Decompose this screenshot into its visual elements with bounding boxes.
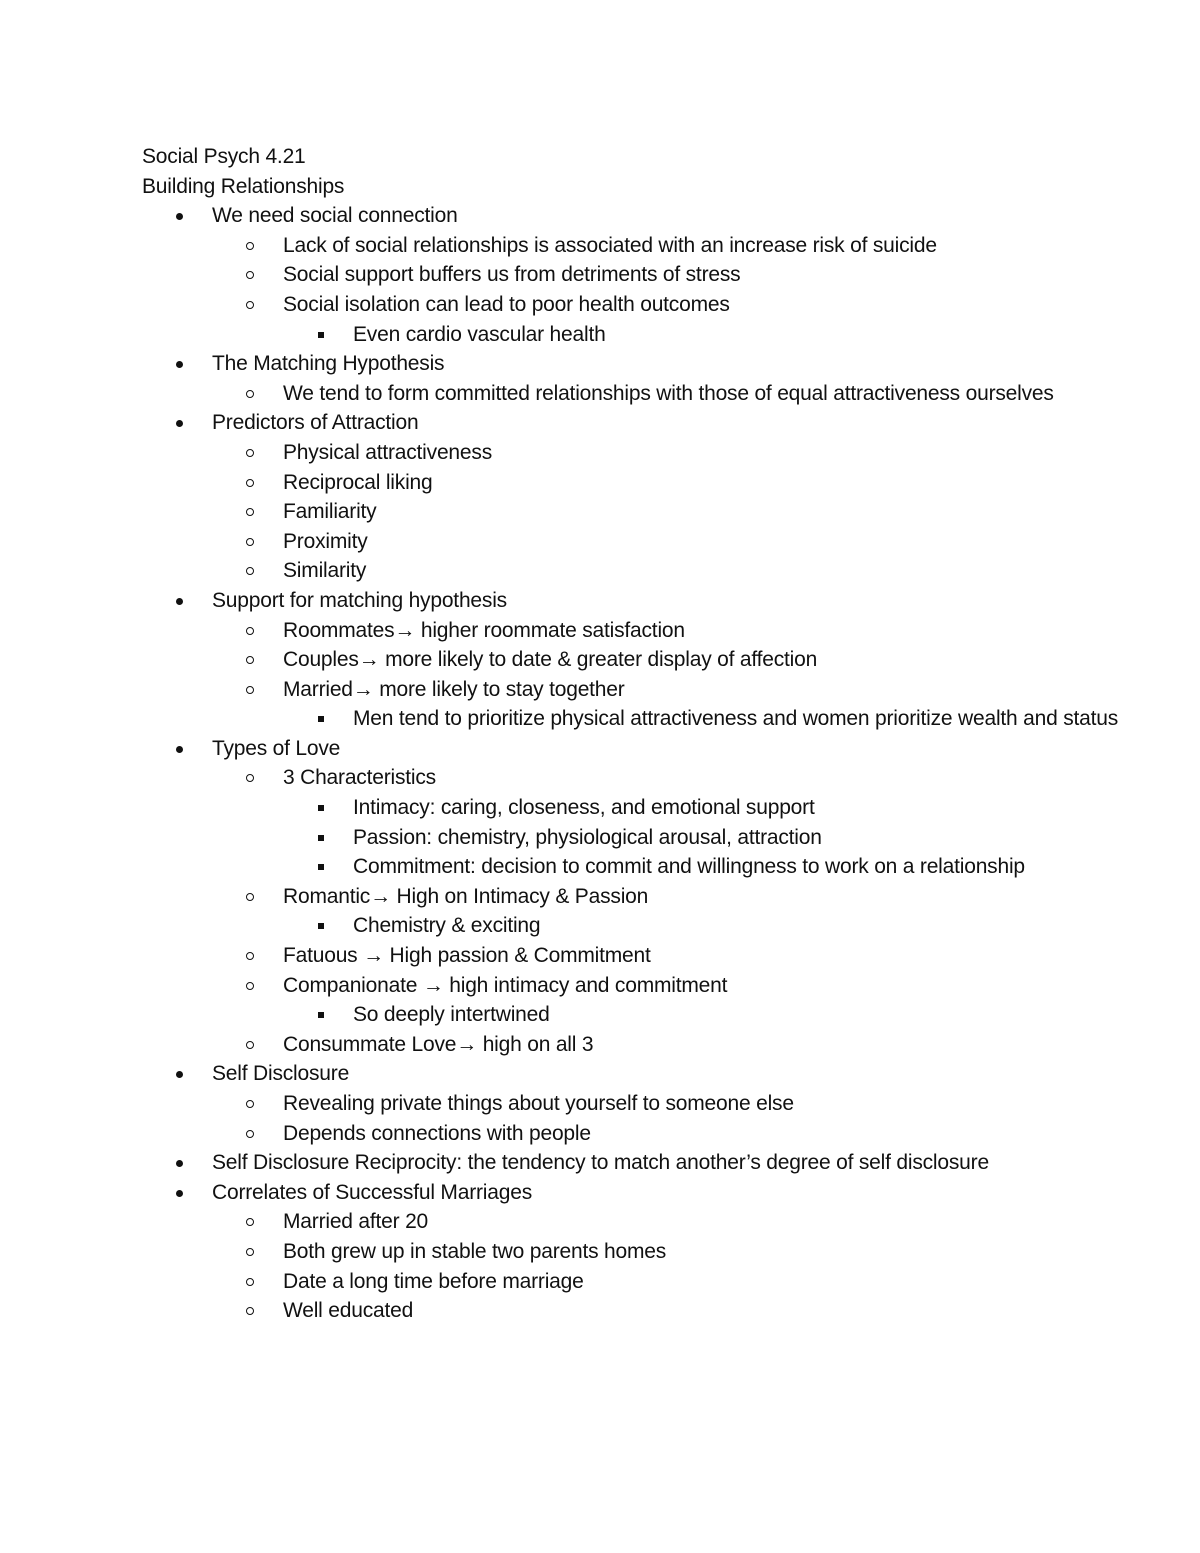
sub-sub-bullet-item: [142, 911, 1143, 941]
hollow-circle-bullet-icon: [246, 952, 254, 960]
bullet-text: Types of Love: [212, 736, 341, 760]
hollow-circle-bullet-icon: [246, 538, 254, 546]
sub-bullet-item: [142, 260, 1143, 290]
square-bullet-icon: [318, 1012, 324, 1018]
hollow-circle-bullet-icon: [246, 893, 254, 901]
sub-bullet-item: [142, 379, 1143, 409]
filled-bullet-icon: [176, 1160, 183, 1167]
hollow-circle-bullet-icon: [246, 301, 254, 309]
hollow-circle-bullet-icon: [246, 774, 254, 782]
hollow-circle-bullet-icon: [246, 1130, 254, 1138]
bullet-item: [142, 201, 1142, 231]
hollow-circle-bullet-icon: [246, 1307, 254, 1315]
hollow-circle-bullet-icon: [246, 508, 254, 516]
bullet-item: [142, 734, 1142, 764]
section-heading: Building Relationships: [142, 174, 345, 198]
bullet-text: Proximity: [283, 529, 368, 553]
bullet-text: Men tend to prioritize physical attractiveness and women prioritize wealth and status: [353, 707, 1119, 731]
sub-bullet-item: [142, 971, 1143, 1001]
sub-sub-bullet-item: [142, 1000, 1143, 1030]
bullet-text: Both grew up in stable two parents homes: [283, 1239, 667, 1263]
bullet-text: Passion: chemistry, physiological arousal, attraction: [353, 825, 822, 849]
bullet-text: Date a long time before marriage: [283, 1269, 584, 1293]
bullet-text: Chemistry & exciting: [353, 914, 541, 938]
sub-sub-bullet-item: [142, 823, 1143, 853]
hollow-circle-bullet-icon: [246, 449, 254, 457]
bullet-item: [142, 1178, 1142, 1208]
filled-bullet-icon: [176, 213, 183, 220]
bullet-item: [142, 1148, 1142, 1178]
bullet-text: Romantic→ High on Intimacy & Passion: [283, 884, 649, 908]
sub-bullet-item: [142, 941, 1143, 971]
bullet-item: [142, 1059, 1142, 1089]
filled-bullet-icon: [176, 598, 183, 605]
sub-bullet-item: [142, 882, 1143, 912]
bullet-text: The Matching Hypothesis: [212, 352, 445, 376]
bullet-text: We need social connection: [212, 204, 458, 228]
sub-sub-bullet-item: [142, 793, 1143, 823]
square-bullet-icon: [318, 805, 324, 811]
bullet-text: Roommates→ higher roommate satisfaction: [283, 618, 685, 642]
square-bullet-icon: [318, 864, 324, 870]
filled-bullet-icon: [176, 361, 183, 368]
sub-bullet-item: [142, 645, 1143, 675]
hollow-circle-bullet-icon: [246, 271, 254, 279]
sub-bullet-item: [142, 675, 1143, 705]
bullet-text: Consummate Love→ high on all 3: [283, 1032, 594, 1056]
bullet-text: Companionate → high intimacy and commitment: [283, 973, 728, 997]
hollow-circle-bullet-icon: [246, 656, 254, 664]
square-bullet-icon: [318, 332, 324, 338]
outline-list: [142, 201, 1142, 1326]
bullet-text: Well educated: [283, 1299, 414, 1323]
bullet-text: Even cardio vascular health: [353, 322, 606, 346]
bullet-text: Commitment: decision to commit and willingness to work on a relationship: [353, 855, 1025, 879]
filled-bullet-icon: [176, 746, 183, 753]
filled-bullet-icon: [176, 1071, 183, 1078]
sub-bullet-item: [142, 497, 1143, 527]
bullet-text: Intimacy: caring, closeness, and emotional support: [353, 796, 815, 820]
sub-bullet-item: [142, 468, 1143, 498]
sub-bullet-item: [142, 1119, 1143, 1149]
hollow-circle-bullet-icon: [246, 686, 254, 694]
sub-bullet-item: [142, 1237, 1143, 1267]
bullet-item: [142, 586, 1142, 616]
sub-bullet-item: [142, 1207, 1143, 1237]
hollow-circle-bullet-icon: [246, 242, 254, 250]
sub-bullet-item: [142, 763, 1143, 793]
sub-bullet-item: [142, 1267, 1143, 1297]
bullet-text: So deeply intertwined: [353, 1003, 550, 1027]
bullet-text: Physical attractiveness: [283, 440, 492, 464]
bullet-text: Social isolation can lead to poor health outcomes: [283, 292, 730, 316]
sub-sub-bullet-item: [142, 704, 1143, 734]
sub-sub-bullet-item: [142, 320, 1143, 350]
bullet-item: [142, 349, 1142, 379]
hollow-circle-bullet-icon: [246, 1100, 254, 1108]
hollow-circle-bullet-icon: [246, 627, 254, 635]
hollow-circle-bullet-icon: [246, 390, 254, 398]
bullet-text: Depends connections with people: [283, 1121, 591, 1145]
bullet-text: Fatuous → High passion & Commitment: [283, 944, 651, 968]
square-bullet-icon: [318, 835, 324, 841]
sub-bullet-item: [142, 1296, 1143, 1326]
bullet-text: Married→ more likely to stay together: [283, 677, 625, 701]
bullet-text: Reciprocal liking: [283, 470, 433, 494]
sub-bullet-item: [142, 1089, 1143, 1119]
bullet-text: Married after 20: [283, 1210, 429, 1234]
notes-body: [142, 142, 1142, 1326]
bullet-text: 3 Characteristics: [283, 766, 436, 790]
hollow-circle-bullet-icon: [246, 567, 254, 575]
hollow-circle-bullet-icon: [246, 1041, 254, 1049]
sub-bullet-item: [142, 438, 1143, 468]
document-title: Social Psych 4.21: [142, 145, 306, 168]
square-bullet-icon: [318, 923, 324, 929]
hollow-circle-bullet-icon: [246, 1218, 254, 1226]
sub-sub-bullet-item: [142, 852, 1143, 882]
sub-bullet-item: [142, 290, 1143, 320]
bullet-text: We tend to form committed relationships with those of equal attractiveness ourselves: [283, 381, 1054, 405]
bullet-text: Couples→ more likely to date & greater display of affection: [283, 648, 818, 672]
bullet-text: Predictors of Attraction: [212, 411, 419, 435]
sub-bullet-item: [142, 1030, 1143, 1060]
hollow-circle-bullet-icon: [246, 982, 254, 990]
filled-bullet-icon: [176, 1190, 183, 1197]
filled-bullet-icon: [176, 420, 183, 427]
hollow-circle-bullet-icon: [246, 1248, 254, 1256]
square-bullet-icon: [318, 716, 324, 722]
bullet-text: Support for matching hypothesis: [212, 588, 507, 612]
hollow-circle-bullet-icon: [246, 479, 254, 487]
bullet-text: Correlates of Successful Marriages: [212, 1180, 532, 1204]
bullet-text: Social support buffers us from detriments of stress: [283, 263, 741, 287]
bullet-text: Self Disclosure Reciprocity: the tendency to match another’s degree of self disclosure: [212, 1151, 989, 1175]
sub-bullet-item: [142, 231, 1143, 261]
bullet-text: Familiarity: [283, 500, 377, 524]
bullet-text: Similarity: [283, 559, 367, 583]
bullet-text: Revealing private things about yourself to someone else: [283, 1092, 794, 1115]
sub-bullet-item: [142, 556, 1143, 586]
sub-bullet-item: [142, 616, 1143, 646]
bullet-text: Lack of social relationships is associated with an increase risk of suicide: [283, 233, 937, 257]
hollow-circle-bullet-icon: [246, 1278, 254, 1286]
bullet-item: [142, 408, 1142, 438]
bullet-text: Self Disclosure: [212, 1062, 350, 1086]
sub-bullet-item: [142, 527, 1143, 557]
